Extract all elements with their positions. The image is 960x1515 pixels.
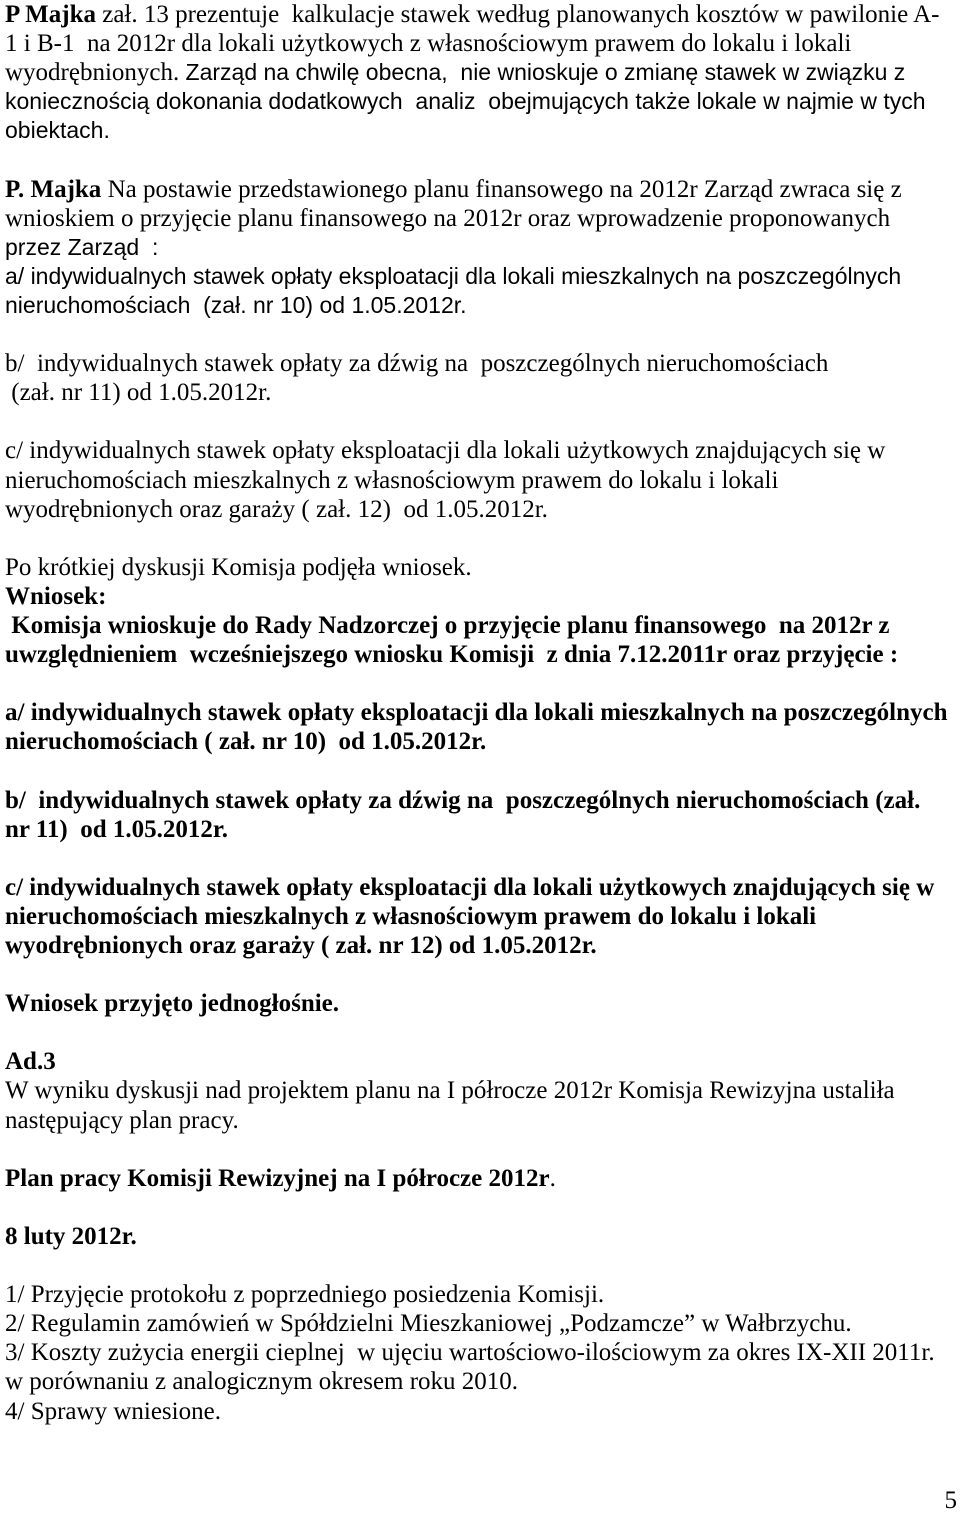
speaker-name: P. Majka [5,175,102,203]
page-number: 5 [944,1487,957,1514]
line-text: wyodrębnionych. [5,59,186,87]
line-text: c/ indywidualnych stawek opłaty eksploatacji dla lokali użytkowych znajdujących się w [5,437,886,465]
board-request [5,175,960,524]
motion-item-line: nieruchomościach mieszkalnych z własnościowym prawem do lokalu i lokali [5,902,817,930]
work-plan-title-text: Plan pracy Komisji Rewizyjnej na I półrocze 2012r [5,1164,550,1192]
speaker-name: P Majka [5,1,96,28]
work-plan-item [5,1280,960,1309]
opening-note-line [5,58,960,87]
paragraph-spacer [5,669,960,698]
work-plan-title-end: . [549,1164,556,1192]
paragraph-spacer [5,1193,960,1222]
motion [5,582,960,1018]
rate-item-line [5,495,960,524]
line-text: wnioskiem o przyjęcie planu finansowego na 2012r oraz wprowadzenie proponowanych [5,204,891,232]
work-plan-item-line: 1/ Przyjęcie protokołu z poprzedniego posiedzenia Komisji. [5,1281,605,1309]
rate-item-line [5,349,960,378]
motion-item-line: nieruchomościach ( zał. nr 10) od 1.05.2012r. [5,728,487,756]
board-request-line [5,204,960,233]
work-plan-item-line: 2/ Regulamin zamówień w Spółdzielni Mieszkaniowej „Podzamcze” w Wałbrzychu. [5,1310,852,1338]
motion-item-line: wyodrębnionych oraz garaży ( zał. nr 12) od 1.05.2012r. [5,932,597,959]
work-plan-item-line: 4/ Sprawy wniesione. [5,1397,221,1425]
line-text: (zał. nr 11) od 1.05.2012r. [5,379,272,407]
agenda-heading: Ad.3 [5,1048,56,1076]
motion-item-line: nr 11) od 1.05.2012r. [5,815,228,843]
rate-item-line [5,378,960,407]
line-text: Na postawie przedstawionego planu finansowego na 2012r Zarząd zwraca się z [101,175,902,203]
motion-item-line: c/ indywidualnych stawek opłaty eksploatacji dla lokali użytkowych znajdujących się w [5,873,935,901]
paragraph-spacer [5,407,960,436]
paragraph-spacer [5,756,960,785]
rate-item-b [5,349,960,407]
motion-item-line: a/ indywidualnych stawek opłaty eksploatacji dla lokali mieszkalnych na poszczególnych [5,699,948,727]
opening-note-line [5,87,960,116]
line-text: zał. 13 prezentuje kalkulacje stawek według planowanych kosztów w pawilonie A- [95,1,940,28]
paragraph-spacer [5,145,960,174]
line-text: a/ indywidualnych stawek opłaty eksploatacji dla lokali mieszkalnych na poszczególnych [5,262,902,289]
motion-result: Wniosek przyjęto jednogłośnie. [5,990,340,1018]
work-plan-item [5,1338,960,1396]
motion-item-c [5,873,960,960]
opening-note-line [5,29,960,58]
work-plan-title [5,1164,960,1193]
rate-item-a [5,262,960,320]
line-text: nieruchomościach mieszkalnych z własnościowym prawem do lokalu i lokali [5,466,779,494]
motion-item-b [5,786,960,844]
motion-line: Komisja wnioskuje do Rady Nadzorczej o przyjęcie planu finansowego na 2012r z [5,611,890,639]
board-request-line [5,233,960,262]
work-plan-item-line: 3/ Koszty zużycia energii cieplnej w ujęciu wartościowo-ilościowym za okres IX-XII 2011r. [5,1339,935,1367]
paragraph-spacer [5,960,960,989]
line-text: b/ indywidualnych stawek opłaty za dźwig na poszczególnych nieruchomościach [5,350,829,378]
line-text: Zarząd na chwilę obecna, nie wnioskuje o zmianę stawek w związku z [185,59,906,86]
document-page [5,0,960,1426]
motion-item-line: b/ indywidualnych stawek opłaty za dźwig na poszczególnych nieruchomościach (zał. [5,786,921,814]
rate-item-line [5,262,960,291]
line-text: 1 i B-1 na 2012r dla lokali użytkowych z własnościowym prawem do lokalu i lokali [5,30,852,58]
paragraph-spacer [5,1018,960,1047]
opening-note-line [5,116,960,145]
paragraph-spacer [5,1135,960,1164]
line-text: przez Zarząd : [5,233,159,260]
rate-item-line [5,291,960,320]
line-text: koniecznością dokonania dodatkowych analiz obejmujących także lokale w najmie w tych [5,88,926,115]
line-text: wyodrębnionych oraz garaży ( zał. 12) od 1.05.2012r. [5,495,548,523]
opening-note-line [5,0,960,29]
board-request-line [5,175,960,204]
agenda-line: następujący plan pracy. [5,1106,239,1134]
paragraph-spacer [5,524,960,553]
work-plan-item [5,1309,960,1338]
discussion-outcome: Po krótkiej dyskusji Komisja podjęła wniosek. [5,553,472,581]
rate-item-line [5,436,960,465]
line-text: obiektach. [5,117,110,144]
paragraph-spacer [5,844,960,873]
paragraph-spacer [5,320,960,349]
agenda-line: W wyniku dyskusji nad projektem planu na I półrocze 2012r Komisja Rewizyjna ustaliła [5,1077,895,1105]
line-text: nieruchomościach (zał. nr 10) od 1.05.2012r. [5,291,467,318]
motion-item-a [5,698,960,756]
agenda-item-3 [5,1047,960,1134]
motion-line: uwzględnieniem wcześniejszego wniosku Komisji z dnia 7.12.2011r oraz przyjęcie : [5,641,899,669]
work-plan-date: 8 luty 2012r. [5,1222,137,1250]
motion-heading: Wniosek: [5,582,107,610]
rate-item-line [5,466,960,495]
paragraph-spacer [5,1251,960,1280]
opening-note [5,0,960,145]
work-plan-item-line: w porównaniu z analogicznym okresem roku 2010. [5,1368,519,1396]
work-plan [5,1164,960,1426]
rate-item-c [5,436,960,523]
work-plan-item [5,1397,960,1426]
